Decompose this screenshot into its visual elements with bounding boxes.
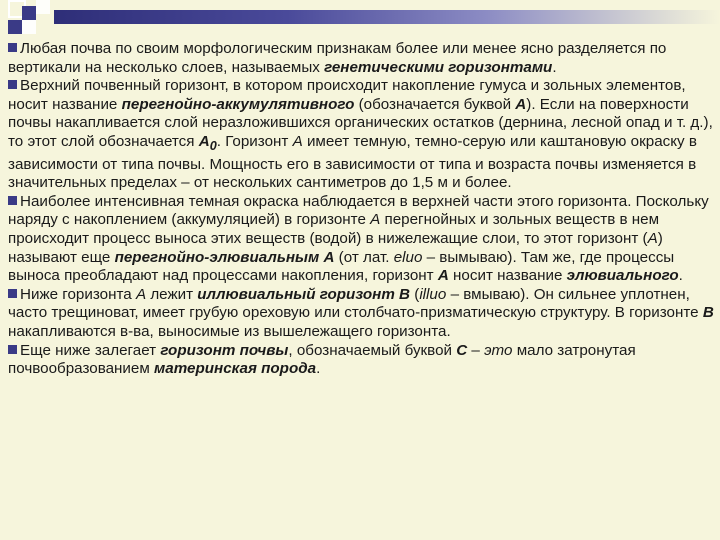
square-bullet-icon bbox=[8, 345, 17, 354]
text-run: . bbox=[316, 360, 321, 378]
emphasized-term: перегнойно-элювиальным А bbox=[114, 248, 335, 266]
text-run: имеет темную, темно-серую или каштановую окраску в зависимости от типа почвы. Мощность его в зависимости от типа и возраста почвы изменяется в значительных пределах – от нескольких сантиметров до 1,5 м и более. bbox=[8, 132, 697, 192]
emphasized-term: А bbox=[647, 229, 658, 247]
emphasized-term: А bbox=[437, 267, 449, 285]
emphasized-term: А bbox=[198, 132, 210, 150]
square-bullet-icon bbox=[8, 289, 17, 298]
square-bullet-icon bbox=[8, 43, 17, 52]
emphasized-term: перегнойно-аккумулятивного bbox=[121, 95, 355, 113]
emphasized-term: это bbox=[484, 341, 513, 359]
text-run: – bbox=[467, 341, 485, 359]
square-bullet-icon bbox=[8, 80, 17, 89]
text-run: мало затронутая почвообразованием bbox=[8, 341, 636, 378]
text-run: . Горизонт bbox=[216, 132, 293, 150]
emphasized-term: А bbox=[292, 132, 303, 150]
text-run: Наиболее интенсивная темная окраска наблюдается в верхней части этого горизонта. Поскольку наряду с накоплением (аккумуляцией) в горизонте bbox=[8, 192, 709, 229]
text-run: . bbox=[552, 58, 557, 76]
text-run: (от лат. bbox=[334, 248, 394, 266]
decor-square bbox=[8, 20, 22, 34]
emphasized-term: eluo bbox=[393, 248, 423, 266]
text-run: перегнойных и зольных веществ в нем происходит процесс выноса этих веществ (водой) в нижележащие слои, то этот горизонт ( bbox=[8, 211, 660, 247]
paragraph bbox=[8, 77, 714, 193]
text-run: (обозначается буквой bbox=[354, 95, 516, 113]
emphasized-term: В bbox=[702, 304, 714, 322]
emphasized-term: генетическими горизонтами bbox=[324, 58, 553, 76]
text-run: . bbox=[678, 267, 683, 285]
text-run: лежит bbox=[146, 285, 198, 303]
text-run: Любая почва по своим морфологическим признакам более или менее ясно разделяется по вертикали на несколько слоев, называемых bbox=[8, 40, 667, 76]
text-run: – вмываю). Он сильнее уплотнен, часто трещиноват, имеет грубую ореховую или столбчато-призматическую структуру. В горизонте bbox=[8, 285, 703, 322]
emphasized-term: А bbox=[135, 285, 147, 303]
decor-square bbox=[36, 0, 50, 14]
text-run: накапливаются в-ва, выносимые из вышележащего горизонта. bbox=[8, 322, 451, 340]
emphasized-term: illuo bbox=[419, 285, 447, 303]
square-bullet-icon bbox=[8, 196, 17, 205]
header-decoration bbox=[0, 0, 720, 40]
text-run: ) называют еще bbox=[8, 229, 663, 266]
text-run: , обозначаемый буквой bbox=[288, 341, 457, 359]
text-run: – вымываю). Там же, где процессы выноса преобладают над процессами накопления, горизонт bbox=[8, 248, 675, 285]
text-run: носит название bbox=[448, 267, 567, 285]
decor-square bbox=[22, 20, 36, 34]
emphasized-term: А bbox=[515, 95, 527, 113]
text-run: ( bbox=[410, 285, 420, 303]
emphasized-term: С bbox=[456, 341, 468, 359]
decor-square bbox=[22, 6, 36, 20]
text-run: ). Если на поверхности почвы накапливается слой неразложившихся органических остатков (дернина, лесной опад и т. д.), то этот слой обозначается bbox=[8, 95, 713, 150]
emphasized-term: А bbox=[370, 211, 381, 229]
paragraph bbox=[8, 193, 714, 286]
paragraph bbox=[8, 342, 714, 379]
gradient-header-bar bbox=[54, 10, 720, 24]
text-run: Еще ниже залегает bbox=[20, 341, 161, 359]
paragraph bbox=[8, 40, 714, 77]
paragraph bbox=[8, 286, 714, 342]
emphasized-term: горизонт почвы bbox=[160, 341, 289, 359]
text-run: Ниже горизонта bbox=[20, 285, 136, 303]
text-run: Верхний почвенный горизонт, в котором происходит накопление гумуса и зольных элементов, носит название bbox=[8, 77, 686, 113]
emphasized-term: элювиального bbox=[566, 267, 679, 285]
emphasized-term: материнская порода bbox=[154, 360, 317, 378]
emphasized-term: иллювиальный горизонт В bbox=[197, 285, 411, 303]
emphasized-term: 0 bbox=[209, 139, 217, 153]
slide-body-text bbox=[8, 40, 714, 379]
